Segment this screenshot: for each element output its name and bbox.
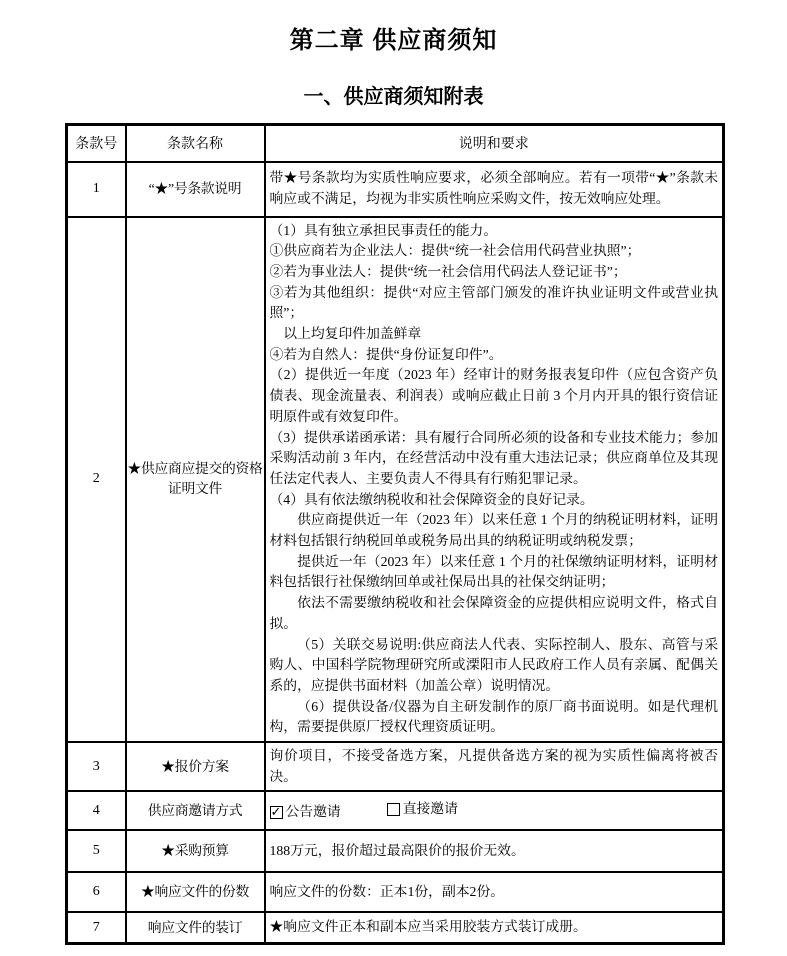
checkbox-unchecked-icon <box>387 803 400 816</box>
invitation-option <box>270 802 341 823</box>
supplier-notice-table <box>65 123 725 945</box>
requirement-paragraph: （6）提供设备/仪器为自主研发制作的原厂商书面说明。如是代理机构，需要提供原厂授权代理资质证明。 <box>269 698 718 735</box>
requirement-paragraph: ③若为其他组织：提供“对应主管部门颁发的准许执业证明文件或营业执照”； <box>269 284 718 321</box>
clause-name: ★响应文件的份数 <box>126 872 265 912</box>
clause-number: 5 <box>67 830 126 872</box>
section-title: 一、供应商须知附表 <box>303 86 484 108</box>
requirement-paragraph: （2）提供近一年度（2023 年）经审计的财务报表复印件（应包含资产负债表、现金流量表、利润表）或响应截止日前 3 个月内开具的银行资信证明原件或有效复印件。 <box>269 367 718 424</box>
requirement-paragraph: ★响应文件正本和副本应当采用胶装方式装订成册。 <box>269 919 587 935</box>
clause-number: 7 <box>67 912 126 943</box>
table-row <box>67 872 724 912</box>
header-requirements: 说明和要求 <box>265 125 724 162</box>
clause-requirements <box>265 162 724 217</box>
header-clause-name: 条款名称 <box>126 125 265 162</box>
clause-number: 3 <box>67 742 126 791</box>
requirement-paragraph: （1）具有独立承担民事责任的能力。 <box>269 222 498 238</box>
notice-table-body <box>67 162 724 944</box>
requirement-paragraph: （5）关联交易说明:供应商法人代表、实际控制人、股东、高管与采购人、中国科学院物理研究所或溧阳市人民政府工作人员有亲属、配偶关系的，应提供书面材料（加盖公章）说明情况。 <box>269 636 718 693</box>
requirement-paragraph: （3）提供承诺函承诺：具有履行合同所必须的设备和专业技术能力；参加采购活动前 3 年内，在经营活动中没有重大违法记录；供应商单位及其现任法定代表人、主要负责人不得具有行贿犯罪记录。 <box>269 429 718 486</box>
requirement-paragraph: 依法不需要缴纳税收和社会保障资金的应提供相应说明文件，格式自拟。 <box>269 595 718 631</box>
invitation-option-label: 直接邀请 <box>402 801 458 817</box>
clause-name: 响应文件的装订 <box>126 912 265 943</box>
header-clause-number: 条款号 <box>67 125 126 162</box>
clause-number: 1 <box>67 162 126 217</box>
requirement-paragraph: （4）具有依法缴纳税收和社会保障资金的良好记录。 <box>269 491 594 507</box>
chapter-title: 第二章 供应商须知 <box>289 27 498 54</box>
clause-requirements <box>265 217 724 743</box>
clause-requirements <box>265 742 724 791</box>
requirement-paragraph: ②若为事业法人：提供“统一社会信用代码法人登记证书”； <box>269 263 627 279</box>
clause-requirements <box>265 912 724 943</box>
invitation-option <box>387 799 458 820</box>
clause-number: 4 <box>67 791 126 830</box>
clause-requirements <box>265 791 724 830</box>
requirement-paragraph: 提供近一年（2023 年）以来任意 1 个月的社保缴纳证明材料，证明材料包括银行社保缴纳回单或社保局出具的社保交纳证明； <box>269 553 718 590</box>
requirement-paragraph: 询价项目，不接受备选方案，凡提供备选方案的视为实质性偏离将被否决。 <box>269 748 718 784</box>
clause-name: “★”号条款说明 <box>126 162 265 217</box>
clause-name: ★采购预算 <box>126 830 265 872</box>
requirement-paragraph: ④若为自然人：提供“身份证复印件”。 <box>269 346 503 362</box>
clause-requirements <box>265 872 724 912</box>
table-row <box>67 912 724 943</box>
table-row <box>67 791 724 830</box>
table-row <box>67 217 724 743</box>
clause-name: ★报价方案 <box>126 742 265 791</box>
clause-name: ★供应商应提交的资格证明文件 <box>126 217 265 743</box>
requirement-paragraph: ①供应商若为企业法人：提供“统一社会信用代码营业执照”； <box>269 243 641 259</box>
table-header-row <box>67 125 724 162</box>
clause-number: 2 <box>67 217 126 743</box>
clause-requirements <box>265 830 724 872</box>
table-row <box>67 742 724 791</box>
clause-name: 供应商邀请方式 <box>126 791 265 830</box>
requirement-paragraph: 响应文件的份数：正本1份，副本2份。 <box>269 884 505 900</box>
requirement-paragraph: 供应商提供近一年（2023 年）以来任意 1 个月的纳税证明材料，证明材料包括银行纳税回单或税务局出具的纳税证明或纳税发票； <box>269 512 718 549</box>
invitation-option-label: 公告邀请 <box>285 804 341 820</box>
requirement-paragraph: 以上均复印件加盖鲜章 <box>283 326 422 342</box>
table-row <box>67 162 724 217</box>
table-row <box>67 830 724 872</box>
requirement-paragraph: 188万元，报价超过最高限价的报价无效。 <box>269 843 525 859</box>
requirement-paragraph: 带★号条款均为实质性响应要求，必须全部响应。若有一项带“★”条款未响应或不满足，均视为非实质性响应采购文件，按无效响应处理。 <box>269 170 718 206</box>
checkbox-checked-icon: ✓ <box>270 804 282 820</box>
clause-number: 6 <box>67 872 126 912</box>
